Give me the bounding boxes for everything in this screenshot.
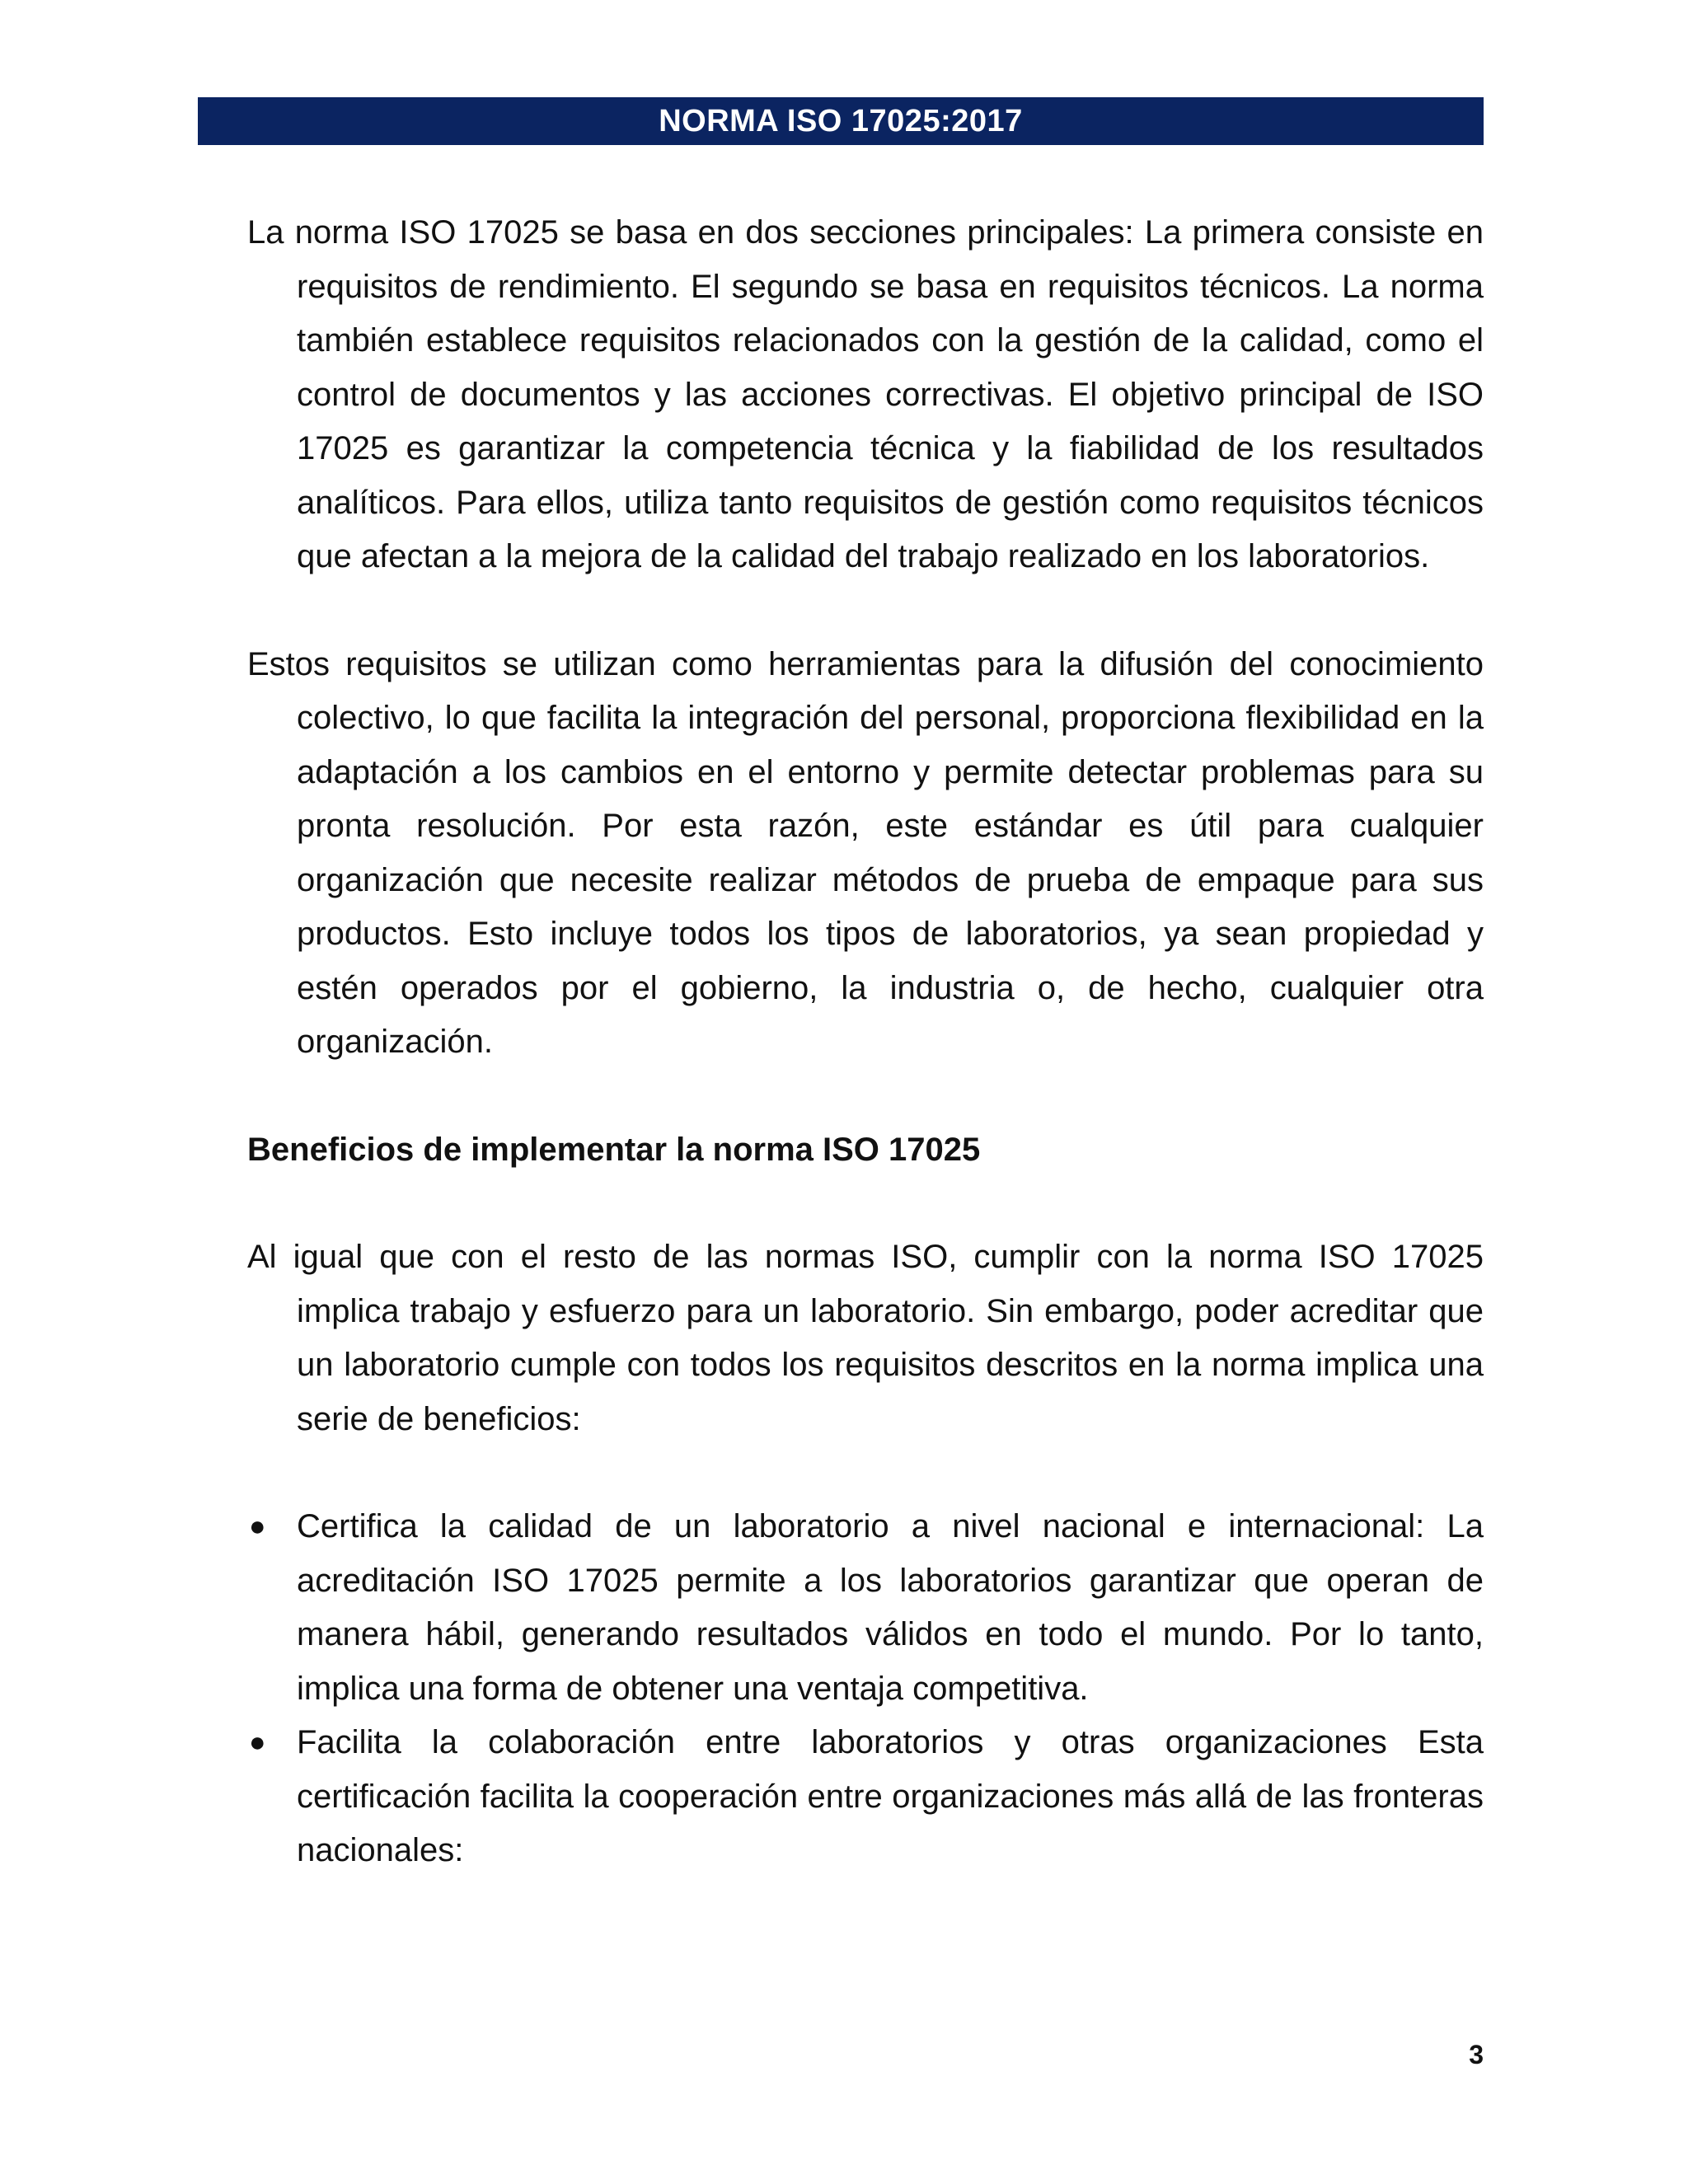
- page-header-title: NORMA ISO 17025:2017: [659, 103, 1023, 138]
- header-bar: [198, 97, 1484, 145]
- document-body: [247, 206, 1484, 1878]
- list-item: [247, 1716, 1484, 1878]
- paragraph-iso-sections: La norma ISO 17025 se basa en dos secciones principales: La primera consiste en requisitos de rendimiento. El segundo se basa en requisitos técnicos. La norma también establece requisitos relacionados con la gestión de la calidad, como el control de documentos y las acciones correctivas. El objetivo principal de ISO 17025 es garantizar la competencia técnica y la fiabilidad de los resultados analíticos. Para ellos, utiliza tanto requisitos de gestión como requisitos técnicos que afectan a la mejora de la calidad del trabajo realizado en los laboratorios.: [247, 214, 1484, 574]
- page-number: 3: [1469, 2040, 1484, 2069]
- paragraph-requirements-tools: Estos requisitos se utilizan como herramientas para la difusión del conocimiento colectivo, lo que facilita la integración del personal, proporciona flexibilidad en la adaptación a los cambios en el entorno y permite detectar problemas para su pronta resolución. Por esta razón, este estándar es útil para cualquier organización que necesite realizar métodos de prueba de empaque para sus productos. Esto incluye todos los tipos de laboratorios, ya sean propiedad y estén operados por el gobierno, la industria o, de hecho, cualquier otra organización.: [247, 645, 1484, 1060]
- bullet-icon: ●: [249, 1727, 266, 1758]
- list-item-text: Facilita la colaboración entre laboratorios y otras organizaciones Esta certificación facilita la cooperación entre organizaciones más allá de las fronteras nacionales:: [297, 1724, 1484, 1868]
- paragraph-benefits-intro: Al igual que con el resto de las normas ISO, cumplir con la norma ISO 17025 implica trabajo y esfuerzo para un laboratorio. Sin embargo, poder acreditar que un laboratorio cumple con todos los requisitos descritos en la norma implica una serie de beneficios:: [247, 1239, 1484, 1437]
- bullet-icon: ●: [249, 1511, 266, 1542]
- list-item: [247, 1500, 1484, 1716]
- section-heading-benefits: Beneficios de implementar la norma ISO 17025: [247, 1131, 981, 1168]
- benefits-list: [247, 1500, 1484, 1878]
- list-item-text: Certifica la calidad de un laboratorio a nivel nacional e internacional: La acreditación ISO 17025 permite a los laboratorios garantizar que operan de manera hábil, generando resultados válidos en todo el mundo. Por lo tanto, implica una forma de obtener una ventaja competitiva.: [297, 1508, 1484, 1707]
